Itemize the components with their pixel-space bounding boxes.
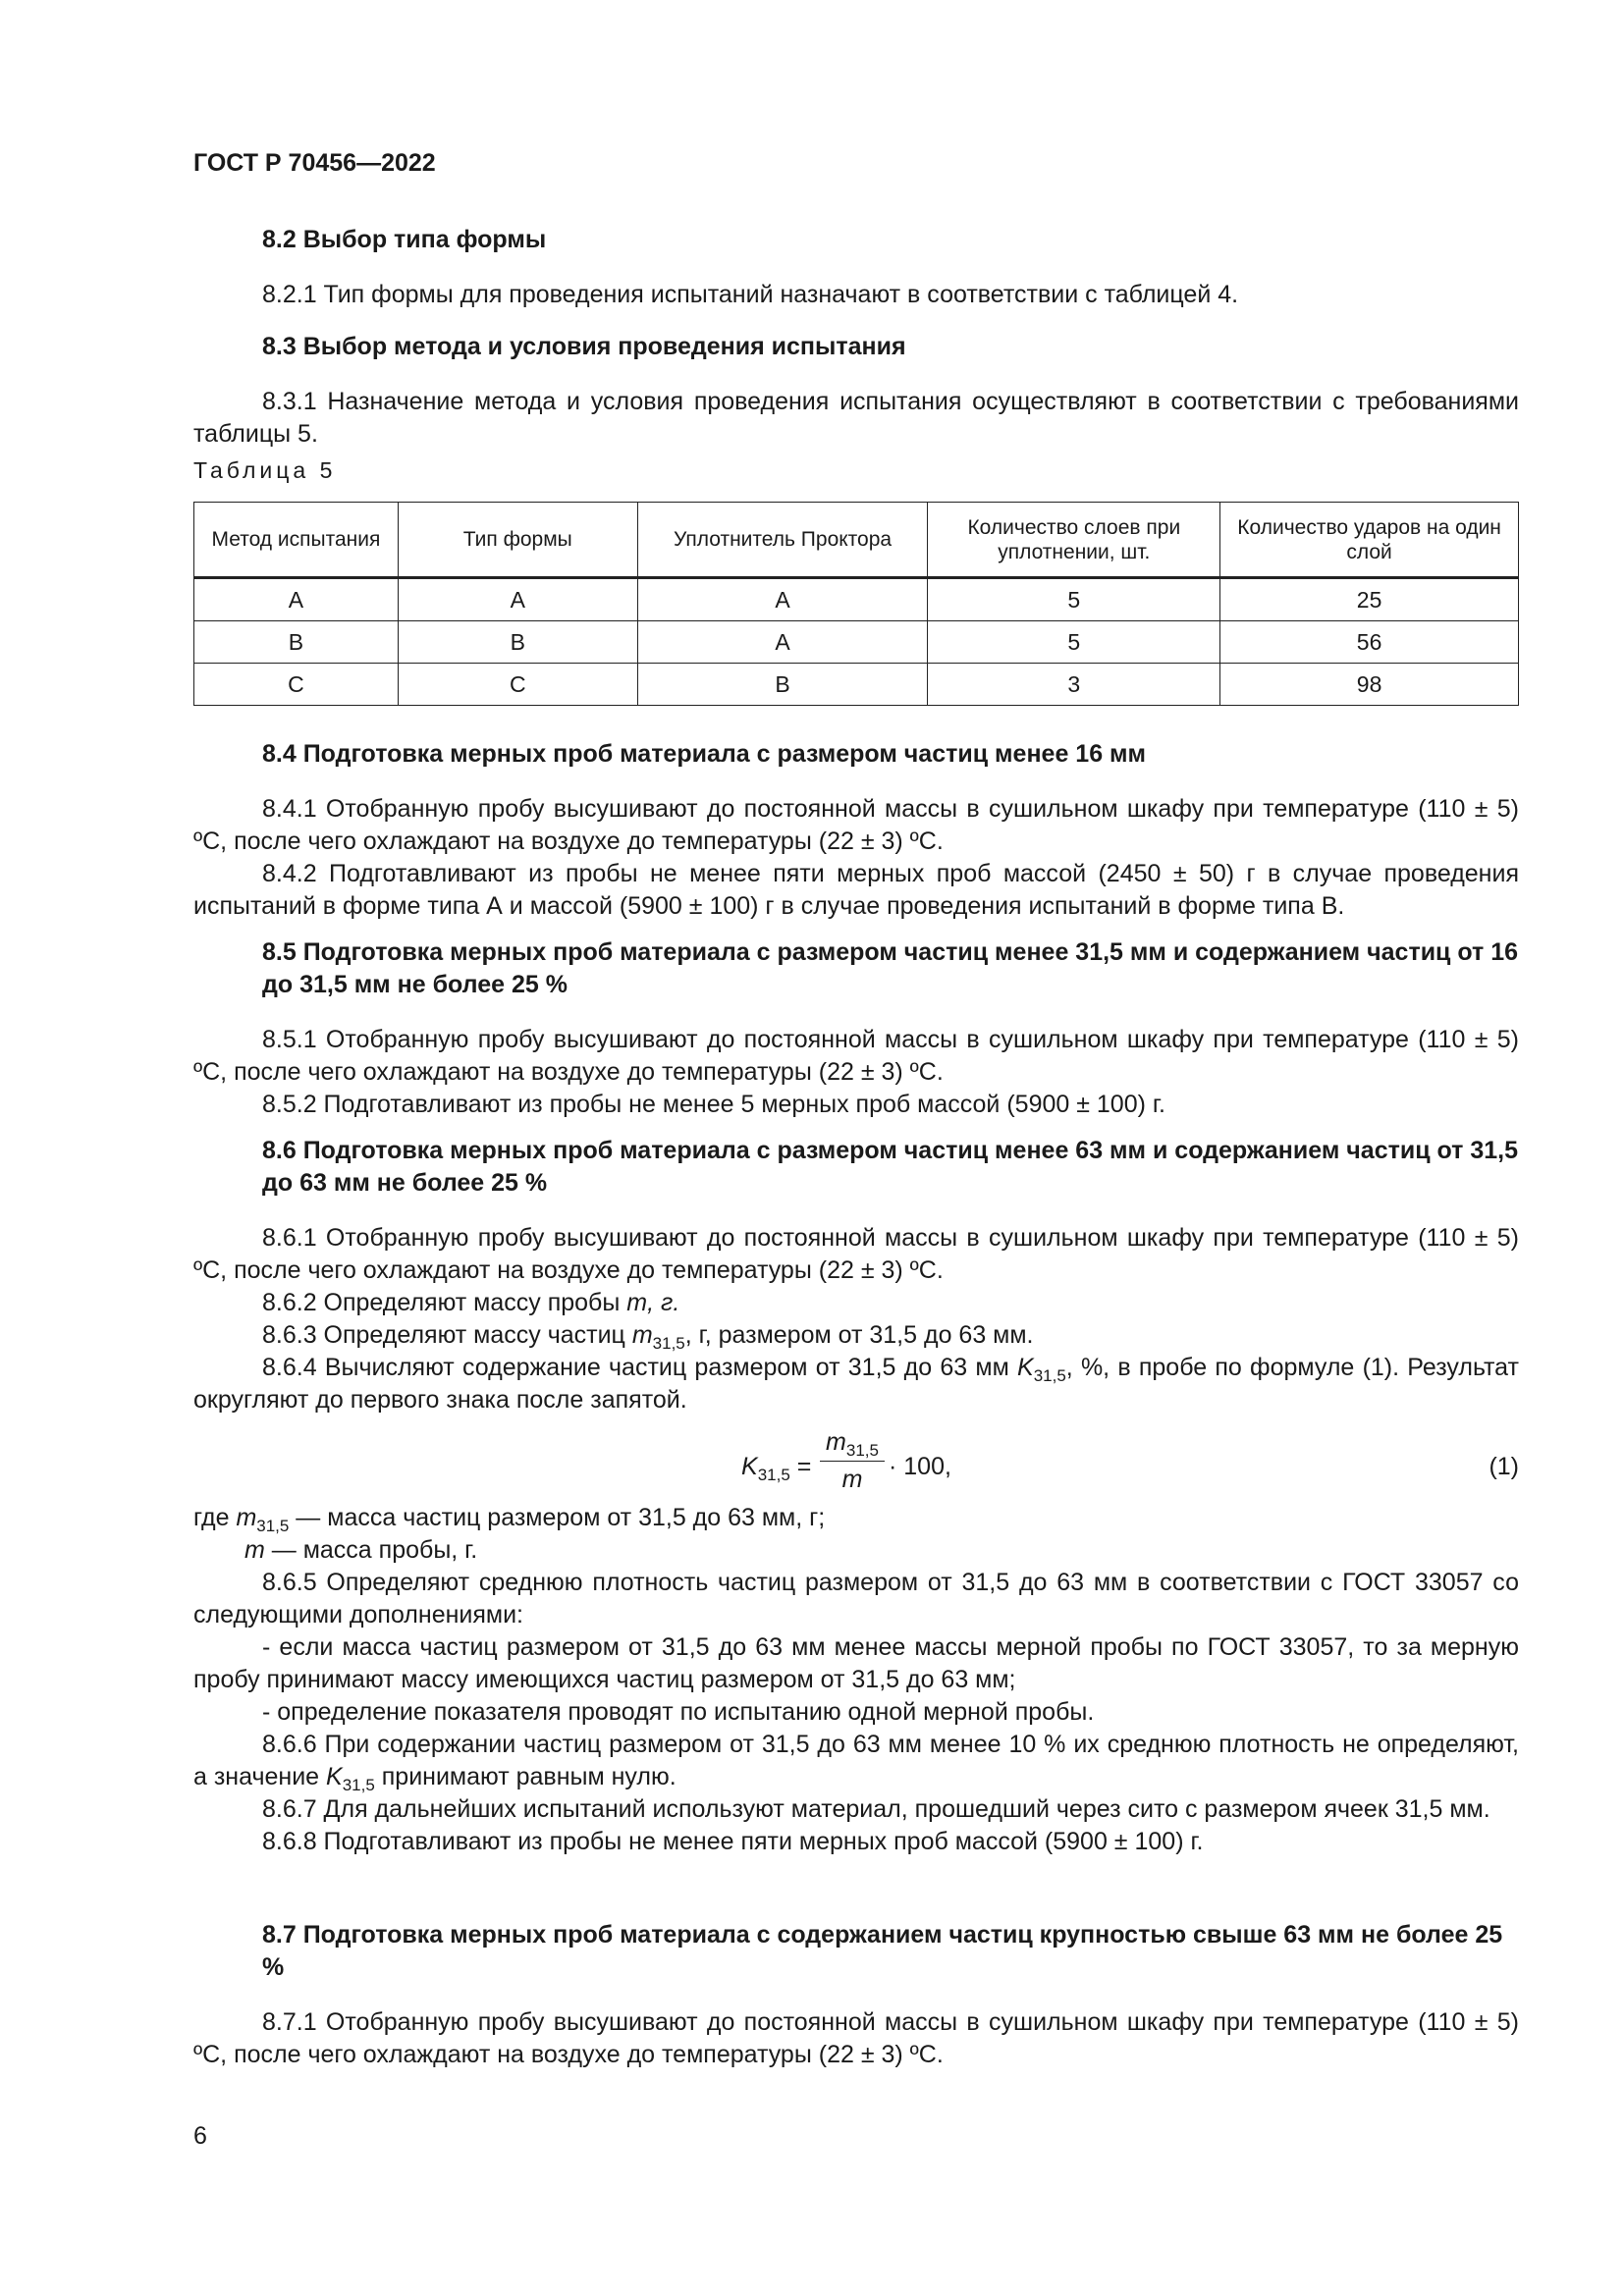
section-title: 8.2 Выбор типа формы [262, 226, 547, 253]
section-8-5 [193, 936, 1519, 1121]
text: где [193, 1504, 237, 1531]
paragraph: 8.4.2 Подготавливают из пробы не менее пяти мерных проб массой (2450 ± 50) г в случае проведения испытаний в форме типа А и массой (5900 ± 100) г в случае проведения испытаний в форме типа В. [193, 860, 1519, 920]
text: 8.6.3 Определяют массу частиц [262, 1321, 632, 1349]
section-title: 8.4 Подготовка мерных проб материала с размером частиц менее 16 мм [262, 740, 1147, 768]
list-item: - если масса частиц размером от 31,5 до 63 мм менее массы мерной пробы по ГОСТ 33057, то за мерную пробу принимают массу имеющихся частиц размером от 31,5 до 63 мм; [193, 1633, 1519, 1693]
paragraph: 8.6.7 Для дальнейших испытаний используют материал, прошедший через сито с размером ячеек 31,5 мм. [262, 1795, 1490, 1823]
paragraph: 8.6.5 Определяют среднюю плотность частиц размером от 31,5 до 63 мм в соответствии с ГОСТ 33057 со следующими дополнениями: [193, 1569, 1519, 1629]
fraction [820, 1428, 885, 1494]
paragraph [193, 1352, 1519, 1416]
variable-m: m, г. [626, 1289, 680, 1316]
text: 8.6.6 При содержании частиц размером от 31,5 до 63 мм менее 10 % их среднюю плотность не определяют, а значение [193, 1731, 1519, 1790]
formula-1 [741, 1428, 1519, 1502]
subscript: 31,5 [757, 1466, 790, 1484]
paragraph: 8.4.1 Отобранную пробу высушивают до постоянной массы в сушильном шкафу при температуре (110 ± 5) ºС, после чего охлаждают на воздухе до температуры (22 ± 3) ºС. [193, 795, 1519, 855]
subscript: 31,5 [845, 1441, 879, 1460]
table-5 [193, 502, 1519, 706]
text: — масса пробы, г. [264, 1536, 478, 1564]
table-cell: А [637, 621, 928, 664]
section-8-6-cont [193, 1502, 1519, 1858]
fraction-denominator: m [841, 1466, 863, 1493]
variable-m: m [826, 1428, 846, 1456]
table-cell: 98 [1220, 664, 1519, 706]
variable-k: K [741, 1453, 758, 1480]
text: — масса частиц размером от 31,5 до 63 мм, г; [289, 1504, 826, 1531]
table-cell: 3 [928, 664, 1220, 706]
table-header-cell: Количество слоев при уплотнении, шт. [928, 503, 1220, 578]
formula-lhs [741, 1453, 812, 1484]
paragraph [193, 1319, 1519, 1352]
table-header-cell: Количество ударов на один слой [1220, 503, 1519, 578]
subscript: 31,5 [652, 1334, 685, 1353]
paragraph: 8.6.1 Отобранную пробу высушивают до постоянной массы в сушильном шкафу при температуре (110 ± 5) ºС, после чего охлаждают на воздухе до температуры (22 ± 3) ºС. [193, 1224, 1519, 1284]
formula-number: (1) [1489, 1453, 1519, 1480]
variable-k: K [1017, 1354, 1034, 1381]
paragraph: 8.3.1 Назначение метода и условия проведения испытания осуществляют в соответствии с требованиями таблицы 5. [193, 388, 1519, 448]
section-title: 8.3 Выбор метода и условия проведения испытания [262, 333, 906, 360]
section-8-2 [193, 224, 1519, 311]
table-cell: А [637, 578, 928, 621]
section-title: 8.7 Подготовка мерных проб материала с содержанием частиц крупностью свыше 63 мм не более 25 % [262, 1921, 1503, 1981]
text: принимают равным нулю. [374, 1763, 677, 1790]
list-item: - определение показателя проводят по испытанию одной мерной пробы. [262, 1698, 1095, 1726]
table-cell: А [398, 578, 637, 621]
table-cell: 5 [928, 621, 1220, 664]
subscript: 31,5 [1033, 1366, 1066, 1385]
table-caption: Таблица 5 [193, 457, 337, 483]
paragraph: 8.5.1 Отобранную пробу высушивают до постоянной массы в сушильном шкафу при температуре (110 ± 5) ºС, после чего охлаждают на воздухе до температуры (22 ± 3) ºС. [193, 1026, 1519, 1086]
table-cell: В [637, 664, 928, 706]
page-number: 6 [193, 2122, 207, 2150]
table-cell: 56 [1220, 621, 1519, 664]
subscript: 31,5 [342, 1776, 375, 1794]
table-header-cell: Тип формы [398, 503, 637, 578]
where-line [193, 1502, 1519, 1534]
paragraph: 8.5.2 Подготавливают из пробы не менее 5 мерных проб массой (5900 ± 100) г. [262, 1091, 1165, 1118]
table-cell: 25 [1220, 578, 1519, 621]
paragraph [193, 1287, 1519, 1319]
variable-m: m [244, 1536, 265, 1564]
section-title: 8.6 Подготовка мерных проб материала с размером частиц менее 63 мм и содержанием частиц от 31,5 до 63 мм не более 25 % [262, 1137, 1519, 1197]
paragraph: 8.7.1 Отобранную пробу высушивают до постоянной массы в сушильном шкафу при температуре (110 ± 5) ºС, после чего охлаждают на воздухе до температуры (22 ± 3) ºС. [193, 2008, 1519, 2068]
text: 8.6.2 Определяют массу пробы [262, 1289, 627, 1316]
text: 8.6.4 Вычисляют содержание частиц размером от 31,5 до 63 мм [262, 1354, 1017, 1381]
table-row [194, 621, 1519, 664]
text: , г, размером от 31,5 до 63 мм. [684, 1321, 1034, 1349]
subscript: 31,5 [256, 1517, 290, 1535]
variable-k: K [326, 1763, 343, 1790]
table-row [194, 664, 1519, 706]
section-title: 8.5 Подготовка мерных проб материала с размером частиц менее 31,5 мм и содержанием частиц от 16 до 31,5 мм не более 25 % [262, 938, 1519, 998]
variable-m: m [631, 1321, 653, 1349]
table-cell: С [398, 664, 637, 706]
equals-sign: = [789, 1453, 812, 1480]
table-cell: В [194, 621, 399, 664]
section-8-3 [193, 331, 1519, 451]
table-cell: С [194, 664, 399, 706]
table-header-row [194, 503, 1519, 578]
table-cell: А [194, 578, 399, 621]
document-id: ГОСТ Р 70456—2022 [193, 149, 436, 177]
table-cell: 5 [928, 578, 1220, 621]
formula-rhs: · 100, [889, 1453, 951, 1480]
table-header-cell: Метод испытания [194, 503, 399, 578]
table-cell: В [398, 621, 637, 664]
text: , %, в пробе по формуле (1). Результат округляют до первого знака после запятой. [193, 1354, 1519, 1414]
fraction-numerator [820, 1428, 885, 1462]
variable-m: m [236, 1504, 257, 1531]
paragraph: 8.6.8 Подготавливают из пробы не менее пяти мерных проб массой (5900 ± 100) г. [262, 1828, 1204, 1855]
paragraph [193, 1729, 1519, 1793]
table-row [194, 578, 1519, 621]
section-8-4 [193, 738, 1519, 923]
table-header-cell: Уплотнитель Проктора [637, 503, 928, 578]
where-line [193, 1534, 1519, 1567]
paragraph: 8.2.1 Тип формы для проведения испытаний назначают в соответствии с таблицей 4. [262, 281, 1239, 308]
section-8-6 [193, 1135, 1519, 1416]
section-8-7 [193, 1919, 1519, 2071]
